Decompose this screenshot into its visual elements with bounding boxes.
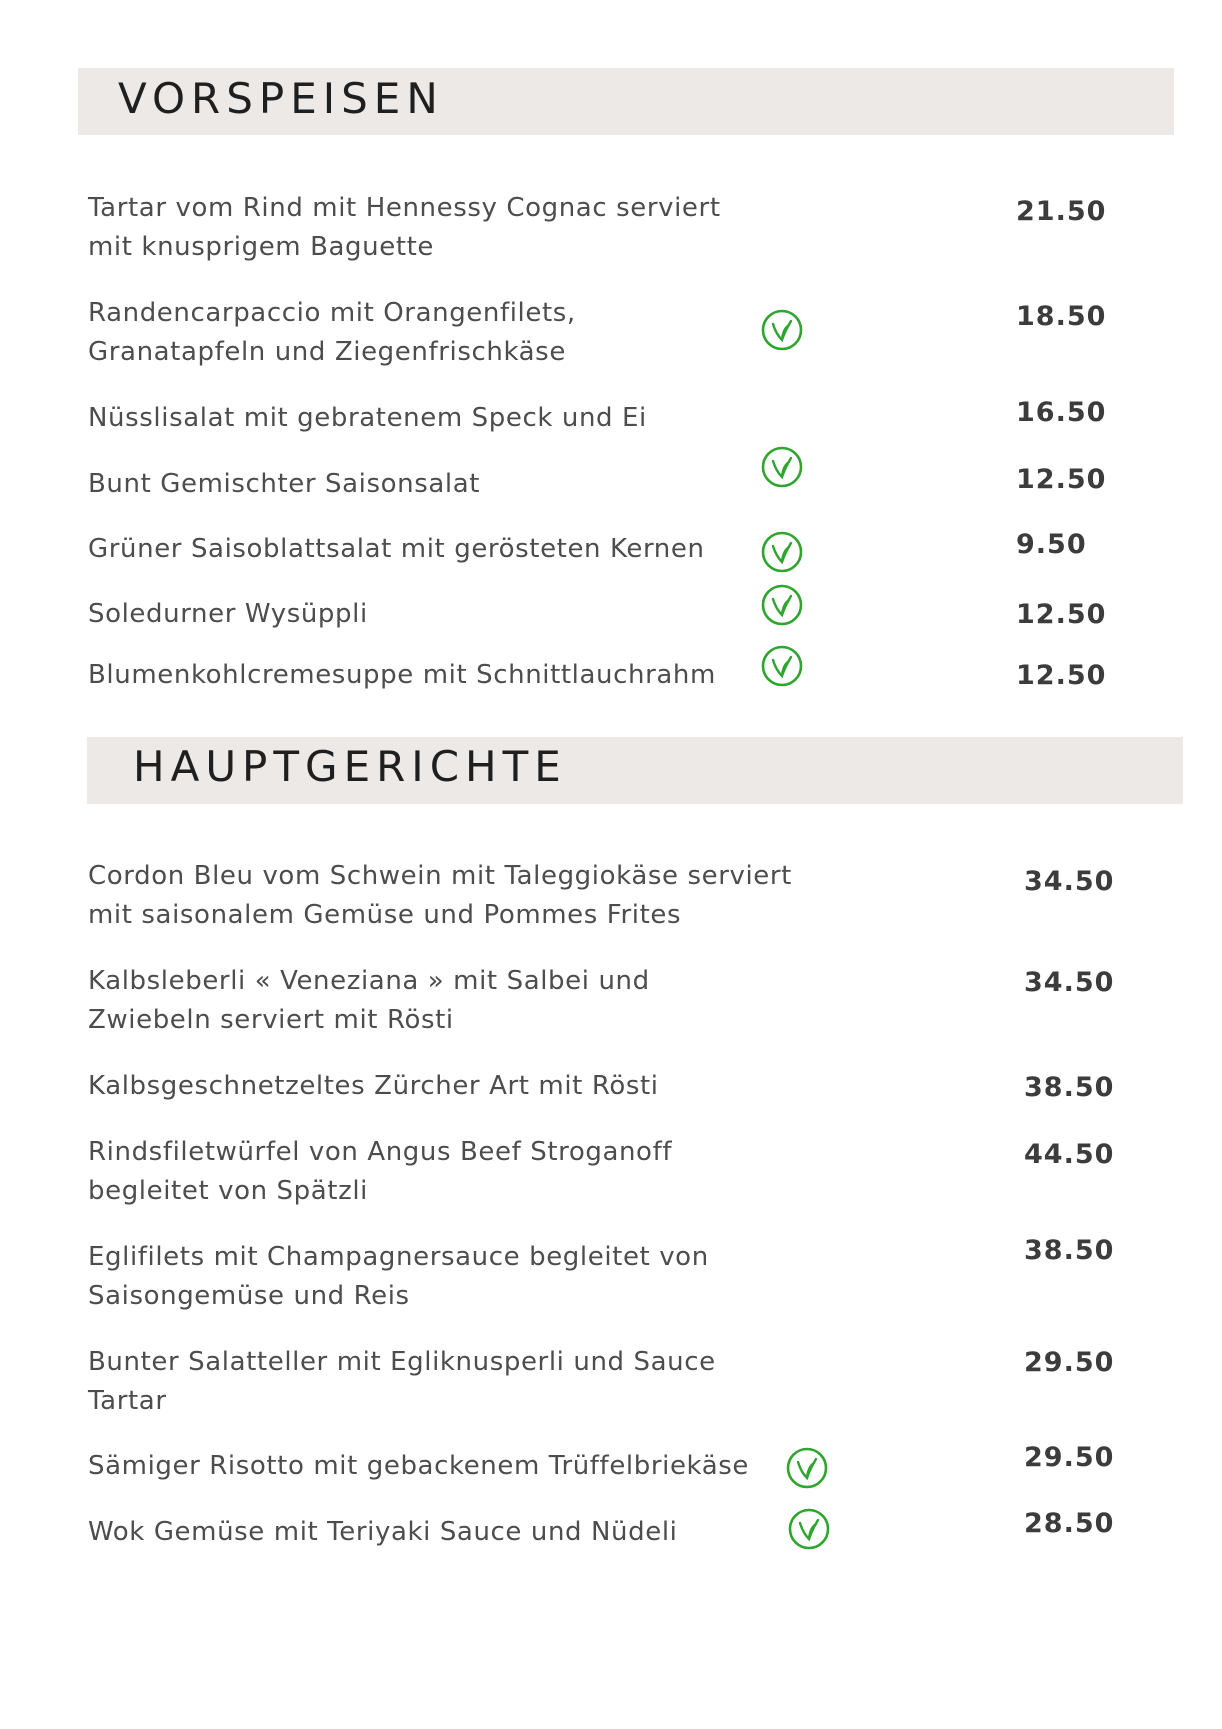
vegetarian-leaf-icon bbox=[761, 446, 803, 488]
section-title: VORSPEISEN bbox=[118, 74, 444, 123]
menu-item-description: Kalbsleberli « Veneziana » mit Salbei und Zwiebeln serviert mit Rösti bbox=[88, 966, 650, 1035]
menu-item-description: Sämiger Risotto mit gebackenem Trüffelbriekäse bbox=[88, 1451, 750, 1481]
menu-item-description: Soledurner Wysüppli bbox=[88, 599, 368, 629]
menu-item-description: Kalbsgeschnetzeltes Zürcher Art mit Rösti bbox=[88, 1071, 659, 1101]
menu-item-description: Rindsfiletwürfel von Angus Beef Stroganoff begleitet von Spätzli bbox=[88, 1137, 673, 1206]
menu-item-price: 9.50 bbox=[1016, 529, 1087, 560]
menu-item-price: 34.50 bbox=[1024, 967, 1115, 998]
menu-item-description: Nüsslisalat mit gebratenem Speck und Ei bbox=[88, 403, 647, 433]
vegetarian-leaf-icon bbox=[788, 1508, 830, 1550]
menu-item-description: Bunter Salatteller mit Egliknusperli und Sauce Tartar bbox=[88, 1347, 716, 1416]
menu-item-description: Cordon Bleu vom Schwein mit Taleggiokäse serviert mit saisonalem Gemüse und Pommes Frites bbox=[88, 861, 792, 930]
menu-item-price: 12.50 bbox=[1016, 660, 1107, 691]
menu-item-price: 12.50 bbox=[1016, 599, 1107, 630]
menu-item-price: 34.50 bbox=[1024, 866, 1115, 897]
menu-item-description: Wok Gemüse mit Teriyaki Sauce und Nüdeli bbox=[88, 1517, 678, 1547]
vegetarian-leaf-icon bbox=[761, 645, 803, 687]
menu-item-description: Tartar vom Rind mit Hennessy Cognac serviert mit knusprigem Baguette bbox=[88, 193, 721, 262]
vegetarian-leaf-icon bbox=[761, 584, 803, 626]
menu-item-price: 12.50 bbox=[1016, 464, 1107, 495]
menu-item-price: 18.50 bbox=[1016, 301, 1107, 332]
menu-item-price: 28.50 bbox=[1024, 1508, 1115, 1539]
menu-item-description: Eglifilets mit Champagnersauce begleitet von Saisongemüse und Reis bbox=[88, 1242, 709, 1311]
menu-item-description: Blumenkohlcremesuppe mit Schnittlauchrahm bbox=[88, 660, 716, 690]
menu-item-price: 29.50 bbox=[1024, 1442, 1115, 1473]
menu-item-description: Bunt Gemischter Saisonsalat bbox=[88, 469, 481, 499]
section-title: HAUPTGERICHTE bbox=[133, 742, 567, 791]
vegetarian-leaf-icon bbox=[786, 1447, 828, 1489]
vegetarian-leaf-icon bbox=[761, 309, 803, 351]
menu-item-price: 38.50 bbox=[1024, 1072, 1115, 1103]
menu-item-description: Grüner Saisoblattsalat mit gerösteten Kernen bbox=[88, 534, 705, 564]
menu-item-price: 29.50 bbox=[1024, 1347, 1115, 1378]
menu-item-price: 38.50 bbox=[1024, 1235, 1115, 1266]
menu-item-price: 44.50 bbox=[1024, 1139, 1115, 1170]
menu-item-price: 16.50 bbox=[1016, 397, 1107, 428]
menu-item-price: 21.50 bbox=[1016, 196, 1107, 227]
menu-item-description: Randencarpaccio mit Orangenfilets, Granatapfeln und Ziegenfrischkäse bbox=[88, 298, 576, 367]
vegetarian-leaf-icon bbox=[761, 531, 803, 573]
